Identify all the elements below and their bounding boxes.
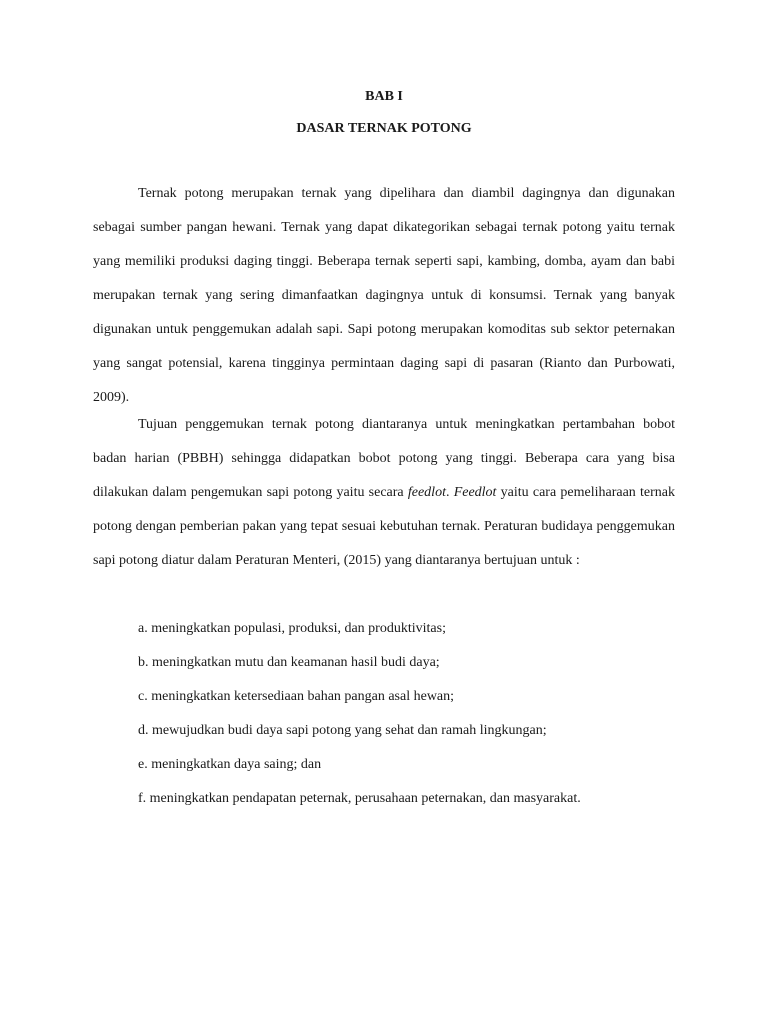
list-item: d. mewujudkan budi daya sapi potong yang sehat dan ramah lingkungan;: [138, 723, 547, 738]
list-item: a. meningkatkan populasi, produksi, dan produktivitas;: [138, 621, 446, 636]
term-feedlot: feedlot: [407, 485, 446, 500]
chapter-number: BAB I: [365, 89, 403, 104]
list-item: f. meningkatkan pendapatan peternak, perusahaan peternakan, dan masyarakat.: [138, 791, 581, 806]
objectives-list: [138, 612, 698, 816]
paragraph-2-text-b: .: [445, 485, 454, 500]
paragraph-2-text-c: yaitu cara pemeliharaan ternak potong dengan pemberian pakan yang tepat sesuai kebutuhan ternak. Peraturan budidaya penggemukan sapi potong diatur dalam Peraturan Menteri, (2015) yang diantaranya bertujuan untuk :: [93, 485, 675, 568]
chapter-title: DASAR TERNAK POTONG: [296, 121, 472, 136]
term-feedlot-capitalized: Feedlot: [453, 485, 497, 500]
list-item: e. meningkatkan daya saing; dan: [138, 757, 322, 772]
list-item: b. meningkatkan mutu dan keamanan hasil budi daya;: [138, 655, 440, 670]
list-item: c. meningkatkan ketersediaan bahan pangan asal hewan;: [138, 689, 455, 704]
paragraph-2: [93, 408, 675, 578]
paragraph-1: Ternak potong merupakan ternak yang dipelihara dan diambil dagingnya dan digunakan sebagai sumber pangan hewani. Ternak yang dapat dikategorikan sebagai ternak potong yaitu ternak yang memiliki produksi daging tinggi. Beberapa ternak seperti sapi, kambing, domba, ayam dan babi merupakan ternak yang sering dimanfaatkan dagingnya untuk di konsumsi. Ternak yang banyak digunakan untuk penggemukan adalah sapi. Sapi potong merupakan komoditas sub sektor peternakan yang sangat potensial, karena tingginya permintaan daging sapi di pasaran (Rianto dan Purbowati, 2009).: [93, 186, 675, 405]
paragraph-2-text-a: Tujuan penggemukan ternak potong diantaranya untuk meningkatkan pertambahan bobot badan harian (PBBH) sehingga didapatkan bobot potong yang tinggi. Beberapa cara yang bisa dilakukan dalam pengemukan sapi potong yaitu secara: [93, 417, 675, 500]
